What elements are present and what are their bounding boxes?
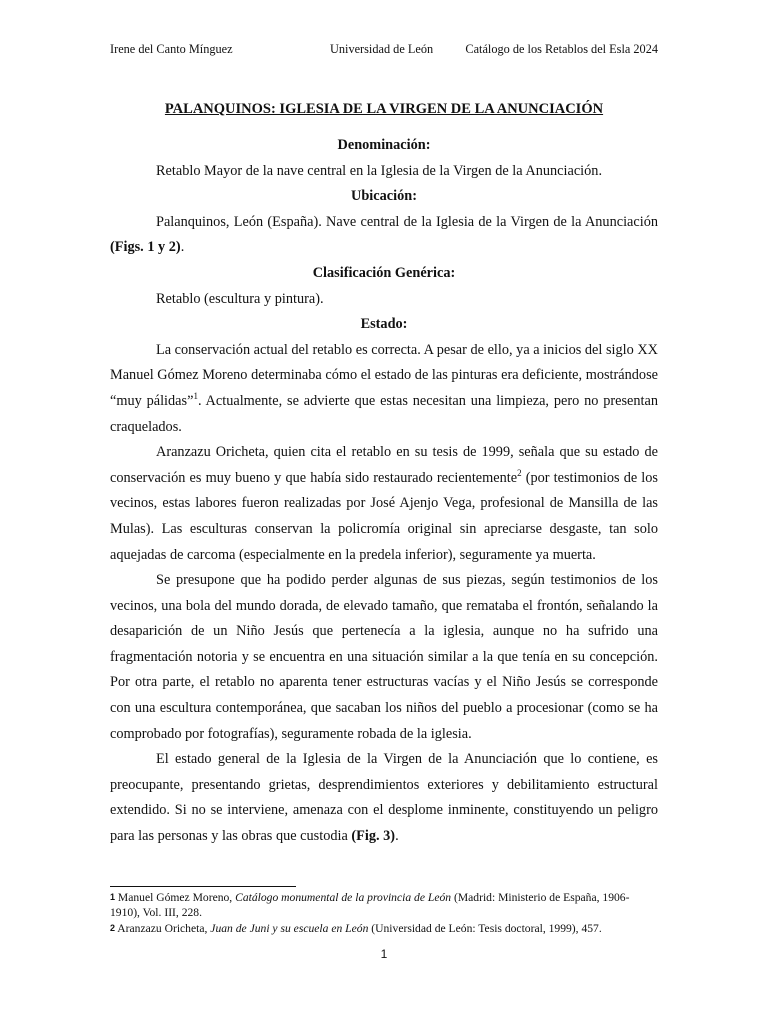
estado-paragraph-1: La conservación actual del retablo es correcta. A pesar de ello, ya a inicios del siglo XX Manuel Gómez Moreno determinaba cómo el estado de las pinturas era deficiente, mostrándose “muy pálidas”$^1$. Actualmente, se advierte que estas necesitan una limpieza, pero no presentan craquelados.: [110, 341, 658, 435]
figure-reference: (Figs. 1 y 2): [110, 239, 181, 256]
document-title: PALANQUINOS: IGLESIA DE LA VIRGEN DE LA ANUNCIACIÓN: [164, 101, 604, 117]
clasificacion-text: Retablo (escultura y pintura).: [156, 290, 324, 307]
document-body: [110, 97, 658, 850]
figure-reference: (Fig. 3): [351, 828, 396, 845]
header-catalog: Catálogo de los Retablos del Esla 2024: [465, 42, 658, 56]
footnote-2: 2 Aranzazu Oricheta, Juan de Juni y su escuela en León (Universidad de León: Tesis doctoral, 1999), 457.: [110, 921, 602, 935]
footnote-ref-1[interactable]: 1: [193, 391, 198, 402]
heading-ubicacion: Ubicación:: [351, 188, 417, 205]
page-header: [110, 40, 658, 58]
heading-estado: Estado:: [360, 316, 408, 333]
header-author: Irene del Canto Mínguez: [110, 42, 233, 56]
denominacion-text: Retablo Mayor de la nave central en la Iglesia de la Virgen de la Anunciación.: [156, 162, 603, 179]
estado-paragraph-3: Se presupone que ha podido perder algunas de sus piezas, según testimonios de los vecinos, una bola del mundo dorada, de elevado tamaño, que remataba el frontón, señalando la desaparición de un Niño Jesús que pertenecía a la iglesia, aunque no ha sufrido una fragmentación notoria y se encuentra en una situación similar a la que tenía en su concepción. Por otra parte, el retablo no aparenta tener estructuras vacías y el Niño Jesús se corresponde con una escultura contemporánea, que sacaban los niños del pueblo a procesionar (como se ha comprobado por fotografías), seguramente robada de la iglesia.: [110, 572, 658, 742]
footnote-1: 1 Manuel Gómez Moreno, Catálogo monumental de la provincia de León (Madrid: Ministerio de España, 1906-1910), Vol. III, 228.: [110, 891, 630, 920]
page-number: 1: [380, 947, 388, 961]
header-university: Universidad de León: [330, 42, 434, 56]
footnote-ref-2[interactable]: 2: [517, 467, 522, 478]
estado-paragraph-4: El estado general de la Iglesia de la Virgen de la Anunciación que lo contiene, es preocupante, presentando grietas, desprendimientos exteriores y debilitamiento estructural extendido. Si no se interviene, amenaza con el desplome inminente, constituyendo un peligro para las personas y las obras que custodia (Fig. 3).: [110, 751, 658, 845]
footnote-separator: [110, 886, 296, 887]
estado-paragraph-2: Aranzazu Oricheta, quien cita el retablo en su tesis de 1999, señala que su estado de conservación es muy bueno y que había sido restaurado recientemente$^2$ (por testimonios de los vecinos, estas labores fueron realizadas por José Ajenjo Vega, profesional de Mansilla de las Mulas). Las esculturas conservan la policromía original sin apreciarse desgaste, tan solo aquejadas de carcoma (especialmente en la predela inferior), seguramente ya muerta.: [110, 444, 658, 563]
heading-denominacion: Denominación:: [337, 137, 431, 153]
footnotes: [110, 890, 658, 936]
heading-clasificacion: Clasificación Genérica:: [312, 264, 456, 281]
ubicacion-text: Palanquinos, León (España). Nave central de la Iglesia de la Virgen de la Anunciación (Figs. 1 y 2).: [110, 213, 658, 256]
